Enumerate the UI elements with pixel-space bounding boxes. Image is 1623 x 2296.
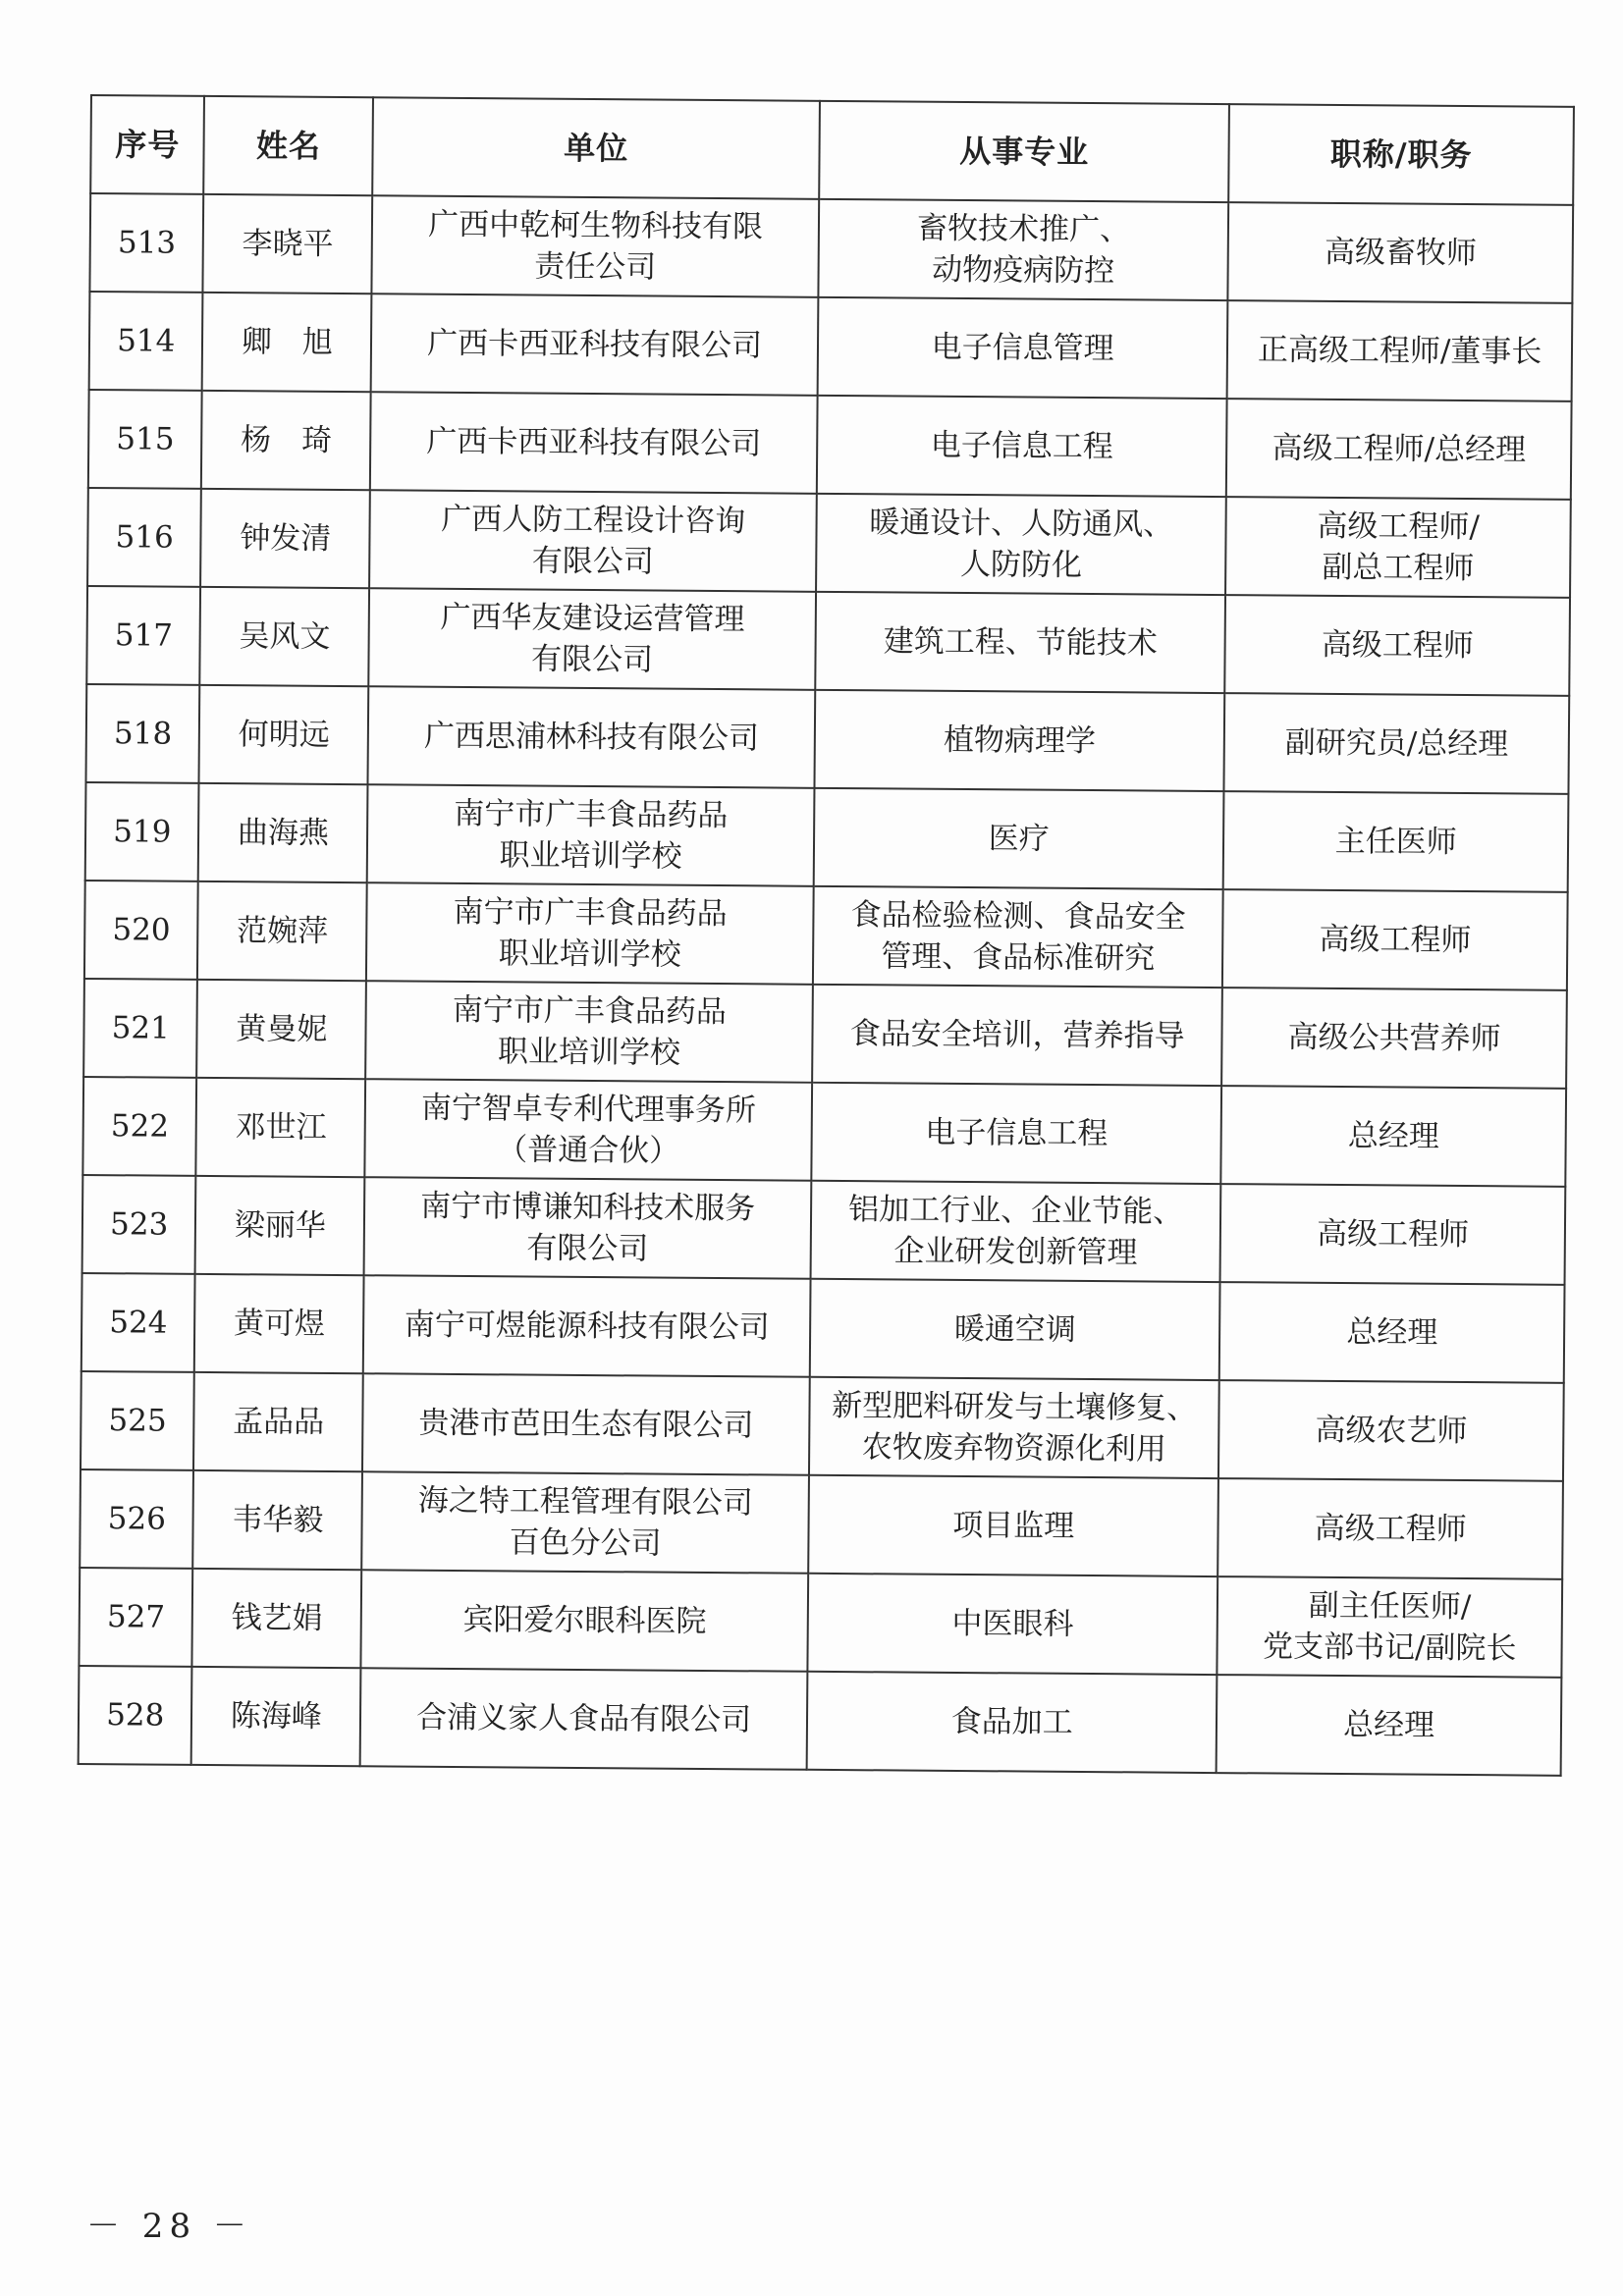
cell-name: 曲海燕: [198, 783, 368, 882]
table-row: [85, 782, 1569, 892]
cell-title-position: [1225, 595, 1570, 696]
expert-roster-table: [78, 94, 1575, 1777]
table-row: [79, 1568, 1562, 1678]
cell-major-line: 动物疫病防控: [932, 251, 1115, 290]
cell-unit-line: 广西卡西亚科技有限公司: [426, 325, 763, 364]
cell-serial-number: 527: [79, 1568, 192, 1667]
cell-serial-number: 521: [83, 979, 197, 1078]
cell-unit-line: 有限公司: [531, 543, 655, 580]
cell-name: 杨 琦: [201, 391, 371, 490]
cell-title-position: [1218, 1380, 1563, 1481]
cell-name: 吴风文: [200, 587, 370, 686]
cell-name: 钟发清: [200, 489, 370, 588]
cell-major: [818, 199, 1228, 300]
cell-unit: [372, 195, 820, 297]
cell-major-line: 食品检验检测、食品安全: [850, 897, 1186, 935]
cell-unit-line: 职业培训学校: [497, 1034, 681, 1071]
cell-serial-number: 528: [79, 1666, 192, 1765]
cell-name: 邓世江: [196, 1078, 366, 1177]
cell-unit: [360, 1668, 808, 1770]
cell-title-position-line: 党支部书记/副院长: [1262, 1629, 1517, 1667]
cell-unit: [368, 686, 816, 788]
cell-unit-line: 职业培训学校: [498, 935, 681, 973]
cell-unit-line: 合浦义家人食品有限公司: [415, 1699, 752, 1738]
cell-title-position: [1217, 1478, 1562, 1579]
cell-major: [818, 297, 1228, 399]
cell-major: [807, 1574, 1217, 1675]
cell-title-position: [1228, 202, 1573, 303]
cell-title-position: [1223, 791, 1568, 892]
cell-serial-number: 514: [89, 292, 203, 391]
cell-title-position-line: 副主任医师/: [1308, 1587, 1472, 1626]
cell-name: 梁丽华: [195, 1176, 365, 1275]
cell-serial-number: 518: [85, 684, 199, 783]
cell-title-position-line: 正高级工程师/董事长: [1257, 332, 1542, 370]
cell-title-position-line: 副研究员/总经理: [1284, 724, 1509, 763]
cell-unit-line: 广西中乾柯生物科技有限: [427, 206, 764, 245]
cell-major: [814, 788, 1224, 889]
cell-unit-line: 贵港市芭田生态有限公司: [418, 1405, 754, 1444]
cell-name: 黄可煜: [194, 1274, 364, 1373]
table-row: [83, 979, 1567, 1089]
cell-unit: [365, 1079, 813, 1181]
cell-title-position: [1224, 693, 1569, 794]
cell-serial-number: 513: [89, 193, 203, 293]
table-row: [84, 881, 1568, 990]
table-row: [80, 1469, 1563, 1579]
cell-major-line: 建筑工程、节能技术: [883, 623, 1158, 662]
cell-unit: [364, 1177, 812, 1279]
cell-major-line: 医疗: [988, 821, 1050, 857]
cell-major: [814, 690, 1224, 791]
cell-unit: [370, 392, 818, 494]
cell-serial-number: 524: [81, 1273, 195, 1372]
cell-major: [808, 1475, 1218, 1576]
cell-name: 李晓平: [203, 194, 373, 294]
cell-unit-line: 海之特工程管理有限公司: [417, 1482, 753, 1522]
cell-title-position: [1226, 399, 1571, 500]
cell-unit-line: 南宁市广丰食品药品: [452, 991, 727, 1031]
cell-unit: [361, 1570, 809, 1672]
cell-title-position-line: 总经理: [1347, 1118, 1439, 1154]
table-body: [79, 193, 1574, 1776]
cell-name: 钱艺娟: [192, 1569, 362, 1668]
cell-unit: [366, 882, 814, 985]
cell-unit-line: （普通合伙）: [497, 1132, 680, 1169]
header-name: 姓名: [204, 96, 374, 195]
cell-name: 卿 旭: [202, 293, 372, 392]
cell-title-position-line: 高级公共营养师: [1287, 1019, 1501, 1057]
cell-unit: [369, 490, 817, 592]
cell-unit-line: 南宁可煜能源科技有限公司: [404, 1307, 770, 1346]
table-row: [88, 390, 1572, 500]
cell-major: [809, 1377, 1219, 1478]
cell-major: [811, 1181, 1221, 1282]
cell-major: [816, 494, 1226, 595]
cell-title-position-line: 高级工程师/: [1317, 507, 1481, 546]
cell-major: [817, 396, 1227, 497]
cell-serial-number: 517: [86, 586, 200, 685]
cell-unit-line: 有限公司: [526, 1230, 649, 1267]
cell-title-position-line: 高级工程师: [1314, 1510, 1467, 1548]
cell-major-line: 暖通空调: [953, 1310, 1076, 1348]
cell-name: 孟品品: [193, 1372, 363, 1471]
cell-serial-number: 525: [81, 1371, 194, 1470]
header-serial-number: 序号: [90, 95, 204, 194]
cell-unit: [362, 1373, 810, 1475]
table-row: [82, 1175, 1566, 1285]
header-unit: 单位: [372, 97, 820, 199]
header-major: 从事专业: [819, 101, 1229, 202]
cell-name: 陈海峰: [191, 1667, 361, 1766]
cell-major-line: 铝加工行业、企业节能、: [848, 1192, 1184, 1230]
cell-title-position: [1221, 1086, 1566, 1187]
cell-title-position: [1220, 1184, 1565, 1285]
cell-name: 韦华毅: [193, 1470, 363, 1570]
cell-title-position: [1217, 1675, 1561, 1776]
cell-serial-number: 515: [88, 390, 202, 489]
cell-serial-number: 520: [84, 881, 198, 980]
cell-major-line: 食品加工: [950, 1703, 1073, 1740]
cell-major-line: 中医眼科: [951, 1605, 1074, 1642]
cell-major-line: 食品安全培训，营养指导: [849, 1016, 1185, 1054]
cell-title-position-line: 高级工程师: [1319, 921, 1472, 959]
cell-unit-line: 广西人防工程设计咨询: [441, 501, 746, 540]
cell-unit: [371, 294, 819, 396]
cell-major: [807, 1672, 1217, 1773]
cell-serial-number: 522: [82, 1077, 196, 1176]
cell-title-position: [1227, 300, 1572, 401]
cell-title-position-line: 高级畜牧师: [1324, 234, 1478, 272]
cell-title-position-line: 总经理: [1342, 1707, 1435, 1743]
cell-title-position: [1219, 1282, 1564, 1383]
cell-unit: [367, 784, 815, 886]
page-number: － 28 －: [86, 2207, 252, 2246]
cell-unit-line: 广西思浦林科技有限公司: [423, 718, 760, 757]
cell-major-line: 管理、食品标准研究: [881, 938, 1156, 977]
cell-title-position-line: 高级工程师: [1321, 626, 1474, 665]
cell-unit-line: 职业培训学校: [499, 837, 682, 875]
cell-unit-line: 南宁市广丰食品药品: [454, 795, 729, 834]
cell-major-line: 企业研发创新管理: [893, 1233, 1138, 1271]
cell-name: 何明远: [199, 685, 369, 784]
table-row: [81, 1371, 1564, 1481]
table-row: [89, 292, 1573, 401]
cell-title-position: [1217, 1576, 1562, 1678]
cell-major: [815, 592, 1225, 693]
cell-title-position: [1225, 497, 1570, 598]
cell-major-line: 项目监理: [952, 1507, 1075, 1544]
cell-unit-line: 南宁智卓专利代理事务所: [420, 1090, 757, 1129]
cell-major-line: 电子信息工程: [925, 1114, 1109, 1152]
cell-unit-line: 百色分公司: [509, 1524, 662, 1562]
table-row: [89, 193, 1573, 303]
cell-serial-number: 516: [87, 488, 201, 587]
cell-title-position-line: 总经理: [1346, 1314, 1438, 1351]
cell-title-position-line: 高级农艺师: [1315, 1412, 1468, 1450]
table-row: [85, 684, 1569, 794]
cell-unit-line: 有限公司: [530, 641, 654, 678]
header-title-position: 职称/职务: [1228, 104, 1573, 205]
cell-serial-number: 523: [82, 1175, 196, 1274]
table-header-row: [90, 95, 1574, 205]
cell-unit-line: 南宁市广丰食品药品: [453, 893, 728, 933]
cell-major-line: 农牧废弃物资源化利用: [861, 1429, 1166, 1468]
cell-major-line: 暖通设计、人防通风、: [869, 505, 1174, 543]
table-row: [81, 1273, 1565, 1383]
cell-title-position-line: 副总工程师: [1322, 549, 1475, 587]
cell-name: 范婉萍: [197, 881, 367, 981]
cell-unit-line: 宾阳爱尔眼科医院: [462, 1602, 707, 1639]
cell-title-position: [1221, 988, 1566, 1089]
cell-name: 黄曼妮: [197, 980, 367, 1079]
cell-major-line: 电子信息管理: [931, 329, 1114, 367]
cell-unit: [365, 981, 813, 1083]
table-row: [82, 1077, 1566, 1187]
cell-major: [813, 886, 1223, 988]
cell-serial-number: 519: [85, 782, 199, 881]
cell-title-position: [1222, 889, 1567, 990]
cell-major-line: 植物病理学: [943, 721, 1097, 760]
cell-title-position-line: 高级工程师/总经理: [1271, 430, 1527, 468]
table-row: [87, 488, 1571, 598]
cell-unit-line: 广西卡西亚科技有限公司: [426, 423, 762, 462]
cell-unit-line: 责任公司: [534, 248, 657, 286]
cell-major-line: 畜牧技术推广、: [916, 210, 1131, 248]
cell-title-position-line: 主任医师: [1334, 823, 1457, 860]
cell-title-position-line: 高级工程师: [1316, 1215, 1470, 1254]
cell-serial-number: 526: [80, 1469, 193, 1569]
table-row: [86, 586, 1570, 696]
cell-unit-line: 南宁市博谦知科技术服务: [420, 1188, 756, 1227]
cell-unit: [369, 588, 817, 690]
cell-major-line: 人防防化: [959, 546, 1083, 583]
cell-unit-line: 广西华友建设运营管理: [440, 599, 745, 638]
cell-major-line: 新型肥料研发与土壤修复、: [832, 1387, 1198, 1426]
cell-major: [810, 1279, 1220, 1380]
cell-major: [811, 1083, 1221, 1184]
cell-unit: [361, 1471, 809, 1574]
table-row: [79, 1666, 1562, 1776]
cell-unit: [363, 1275, 811, 1377]
cell-major-line: 电子信息工程: [930, 427, 1113, 465]
cell-major: [812, 985, 1222, 1086]
